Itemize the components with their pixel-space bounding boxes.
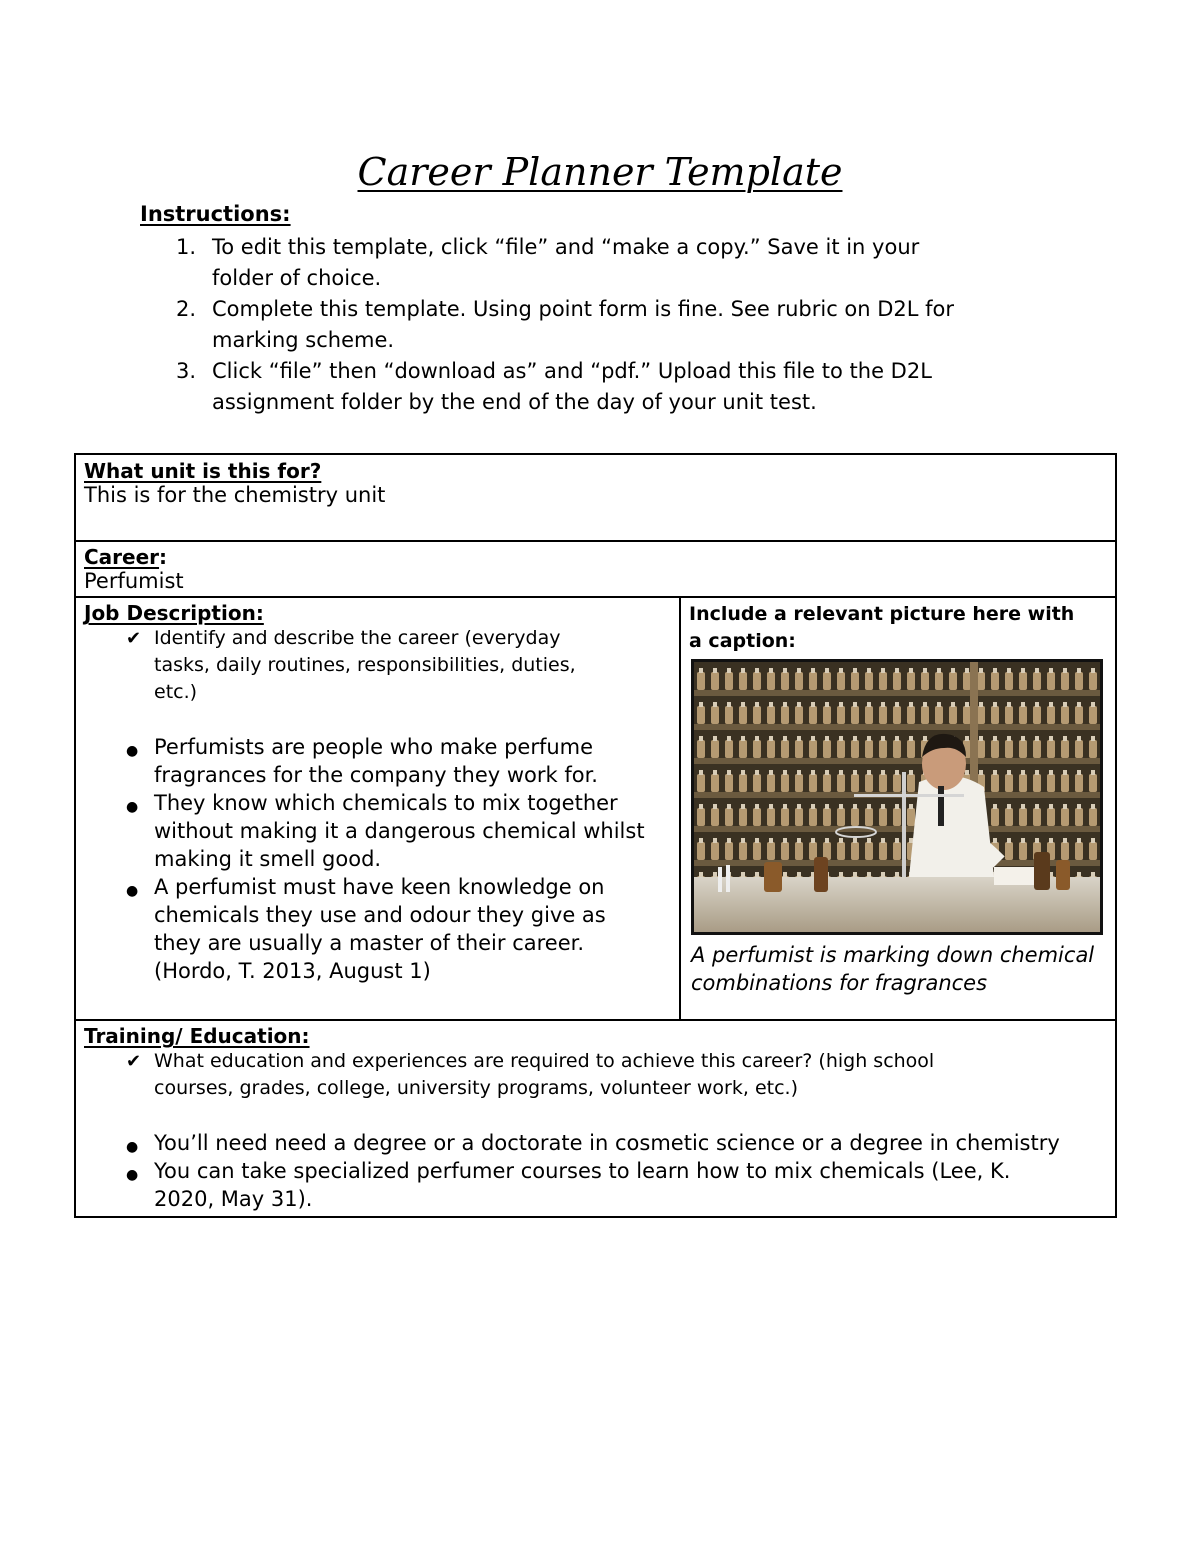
list-item: ● They know which chemicals to mix together without making it a dangerous chemical whilst making it smell good. [126,791,645,871]
job-prompt-list [84,625,674,706]
row-divider [76,596,1115,598]
list-item: ● Perfumists are people who make perfume fragrances for the company they work for. [126,735,598,787]
picture-caption: A perfumist is marking down chemical combinations for fragrances [691,943,1095,995]
list-item: ● A perfumist must have keen knowledge on chemicals they use and odour they give as they are usually a master of their career. (Hordo, T. 2013, August 1) [126,875,606,983]
instructions-heading: Instructions: [140,202,291,226]
list-item: ✔ What education and experiences are required to achieve this career? (high school courses, grades, college, university programs, volunteer work, etc.) [126,1050,935,1099]
career-table [74,453,1117,1218]
training-prompt-list [84,1048,1109,1102]
page-title: Career Planner Template [357,150,843,194]
training-cell [84,1024,1109,1213]
unit-answer: This is for the chemistry unit [84,483,386,507]
instruction-item: 2. Complete this template. Using point form is fine. See rubric on D2L for marking scheme. [176,297,955,352]
picture-cell [681,601,1117,1019]
perfumist-photo-graphic [694,662,1100,932]
bullet-icon: ● [126,883,139,899]
career-label: Career [84,545,160,569]
instructions-list [176,232,1076,418]
perfumist-photo [691,659,1103,935]
check-icon: ✔ [126,1051,142,1072]
bullet-icon: ● [126,743,139,759]
training-label: Training/ Education: [84,1024,310,1048]
row-divider [76,540,1115,542]
career-answer: Perfumist [84,569,184,593]
career-cell: Career: Perfumist [84,545,184,593]
training-answer-list [84,1129,1109,1213]
job-description-label: Job Description: [84,601,264,625]
picture-heading: Include a relevant picture here with a caption: [689,603,1075,652]
job-description-cell [84,601,674,985]
bullet-icon: ● [126,799,139,815]
list-item: ✔ Identify and describe the career (everyday tasks, daily routines, responsibilities, duties, etc.) [126,627,576,703]
list-item: ● You’ll need need a degree or a doctorate in cosmetic science or a degree in chemistry [84,1129,1109,1157]
unit-label: What unit is this for? [84,459,322,483]
job-answer-list [84,733,674,985]
bullet-icon: ● [126,1139,139,1155]
list-item: ● You can take specialized perfumer courses to learn how to mix chemicals (Lee, K. 2020, May 31). [126,1159,1011,1211]
row-divider [76,1019,1115,1021]
instruction-item: 1. To edit this template, click “file” and “make a copy.” Save it in your folder of choice. [176,235,920,290]
bullet-icon: ● [126,1167,139,1183]
unit-cell [84,459,385,507]
instruction-item: 3. Click “file” then “download as” and “pdf.” Upload this file to the D2L assignment folder by the end of the day of your unit test. [176,359,932,414]
check-icon: ✔ [126,628,142,649]
